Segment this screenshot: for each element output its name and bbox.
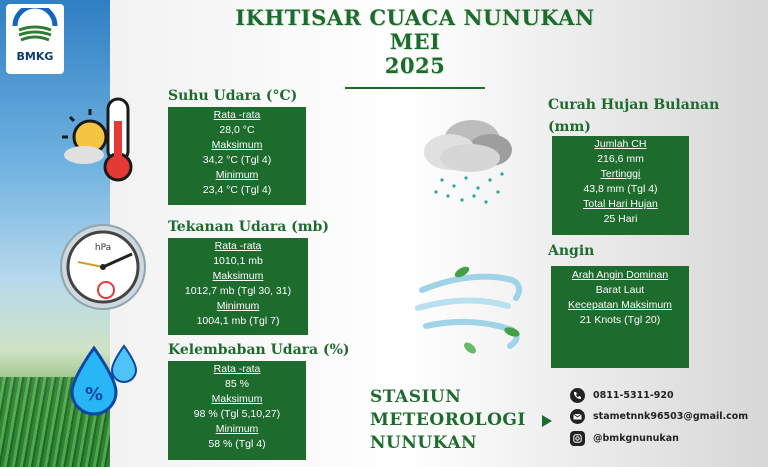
humidity-box bbox=[168, 361, 306, 460]
title-line-3: 2025 bbox=[384, 53, 446, 78]
pressure-max-value: 1012,7 mb (Tgl 30, 31) bbox=[184, 285, 292, 297]
station-line-3: NUNUKAN bbox=[370, 433, 478, 453]
rainfall-days-label: Total Hari Hujan bbox=[583, 198, 658, 210]
temperature-max-label: Maksimum bbox=[211, 139, 263, 151]
humidity-avg-value: 85 % bbox=[225, 378, 249, 390]
contact-email[interactable] bbox=[570, 409, 748, 424]
temperature-min-value: 23,4 °C (Tgl 4) bbox=[202, 184, 272, 196]
wind-title: Angin bbox=[548, 243, 595, 259]
contact-instagram[interactable] bbox=[570, 431, 679, 446]
wind-box bbox=[551, 266, 689, 368]
temperature-avg-label: Rata -rata bbox=[213, 109, 261, 121]
humidity-max-value: 98 % (Tgl 5,10,27) bbox=[193, 408, 281, 420]
rainfall-title bbox=[548, 94, 719, 138]
percent-glyph: % bbox=[84, 384, 104, 405]
contact-phone[interactable] bbox=[570, 388, 674, 403]
title-line-1: IKHTISAR CUACA NUNUKAN bbox=[235, 5, 595, 30]
temperature-box bbox=[168, 107, 306, 205]
pressure-max-label: Maksimum bbox=[212, 270, 264, 282]
humidity-min-label: Minimum bbox=[215, 423, 259, 435]
humidity-title: Kelembaban Udara (%) bbox=[168, 342, 350, 358]
email-text: stametnnk96503@gmail.com bbox=[593, 411, 749, 422]
wind-leaves-icon bbox=[412, 250, 532, 362]
temperature-avg-value: 28,0 °C bbox=[219, 124, 255, 136]
rainfall-title-line-2: (mm) bbox=[548, 119, 591, 135]
wind-dir-value: Barat Laut bbox=[595, 284, 645, 296]
logo-text: BMKG bbox=[16, 50, 54, 63]
pressure-box bbox=[168, 238, 308, 335]
title-line-2: MEI bbox=[389, 29, 441, 54]
instagram-text: @bmkgnunukan bbox=[593, 433, 679, 444]
barometer-icon bbox=[58, 222, 148, 312]
wind-speed-label: Kecepatan Maksimum bbox=[568, 299, 672, 311]
station-name bbox=[370, 386, 526, 455]
temperature-title: Suhu Udara (°C) bbox=[168, 88, 298, 104]
rainfall-total-value: 216,6 mm bbox=[597, 153, 644, 165]
phone-icon bbox=[570, 388, 585, 403]
email-icon bbox=[570, 409, 585, 424]
rainfall-total-label: Jumlah CH bbox=[594, 138, 647, 150]
rainfall-max-label: Tertinggi bbox=[600, 168, 641, 180]
station-line-1: STASIUN bbox=[370, 387, 462, 407]
page-title bbox=[200, 6, 630, 78]
rainfall-title-line-1: Curah Hujan Bulanan bbox=[548, 97, 720, 113]
rainfall-max-value: 43,8 mm (Tgl 4) bbox=[583, 183, 658, 195]
temperature-min-label: Minimum bbox=[215, 169, 259, 181]
wind-speed-value: 21 Knots (Tgl 20) bbox=[579, 314, 661, 326]
gauge-label: hPa bbox=[94, 243, 112, 253]
thermometer-sun-icon bbox=[52, 95, 144, 185]
pressure-min-value: 1004,1 mb (Tgl 7) bbox=[196, 315, 280, 327]
bmkg-logo bbox=[6, 4, 64, 74]
pressure-min-label: Minimum bbox=[216, 300, 260, 312]
temperature-max-value: 34,2 °C (Tgl 4) bbox=[202, 154, 272, 166]
title-underline bbox=[345, 87, 485, 89]
bmkg-emblem-icon bbox=[10, 8, 60, 48]
pressure-title: Tekanan Udara (mb) bbox=[168, 219, 330, 235]
pressure-avg-value: 1010,1 mb bbox=[213, 255, 263, 267]
humidity-drop-icon bbox=[64, 338, 146, 418]
rainfall-days-value: 25 Hari bbox=[603, 213, 638, 225]
humidity-avg-label: Rata -rata bbox=[213, 363, 261, 375]
instagram-icon bbox=[570, 431, 585, 446]
rainfall-box bbox=[552, 136, 689, 235]
wind-dir-label: Arah Angin Dominan bbox=[571, 269, 669, 281]
station-line-2: METEOROLOGI bbox=[370, 410, 526, 430]
arrow-right-icon bbox=[542, 415, 552, 427]
humidity-max-label: Maksimum bbox=[211, 393, 263, 405]
pressure-avg-label: Rata -rata bbox=[214, 240, 262, 252]
rain-cloud-icon bbox=[412, 110, 527, 210]
phone-text: 0811-5311-920 bbox=[593, 390, 674, 401]
humidity-min-value: 58 % (Tgl 4) bbox=[208, 438, 266, 450]
